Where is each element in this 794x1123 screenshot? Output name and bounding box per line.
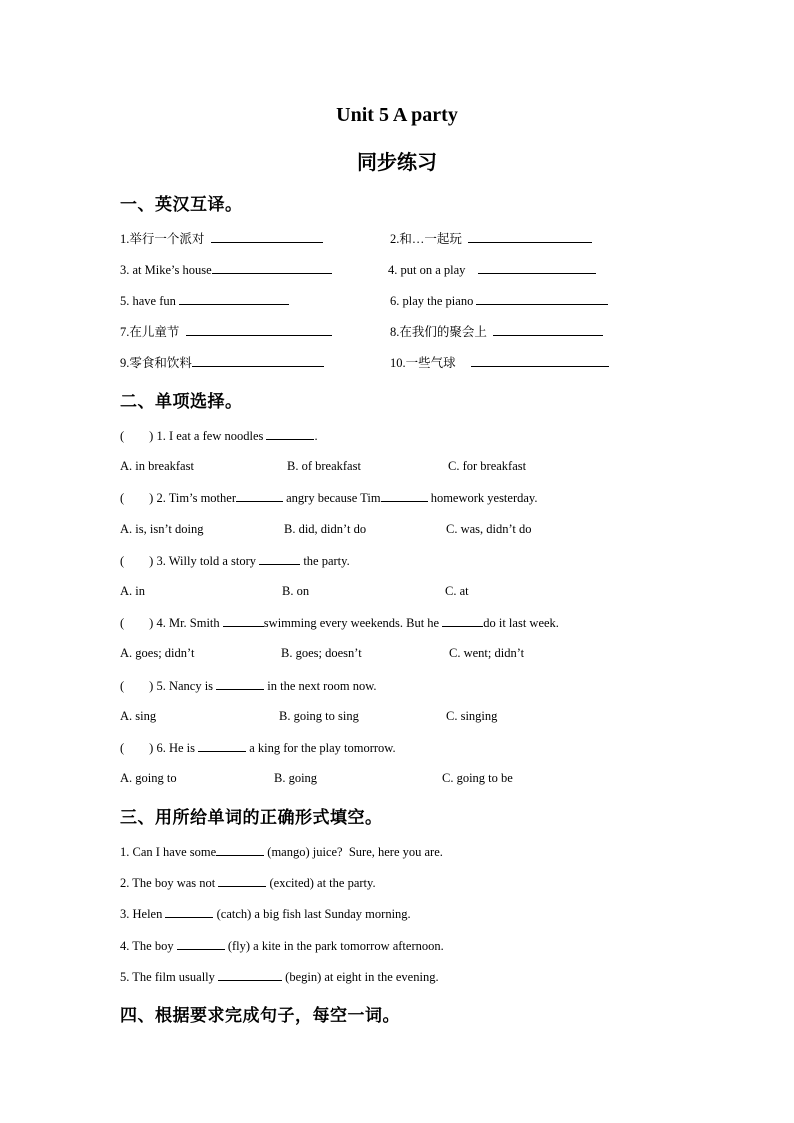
fill-item: 4. The boy (fly) a kite in the park tomorrow afternoon. — [120, 939, 444, 953]
choice-option-a: A. in — [120, 584, 145, 598]
section-heading-choice: 二、单项选择。 — [120, 392, 243, 412]
choice-option-c: C. singing — [446, 709, 498, 723]
choice-option-b: B. goes; doesn’t — [281, 646, 362, 660]
fill-item: 5. The film usually (begin) at eight in the evening. — [120, 970, 439, 984]
choice-question: ( ) 2. Tim’s mother angry because Tim homework yesterday. — [120, 491, 538, 505]
translate-item: 2.和…一起玩 — [390, 230, 592, 247]
translate-item: 3. at Mike’s house — [120, 261, 332, 278]
section-heading-fill: 三、用所给单词的正确形式填空。 — [120, 808, 383, 828]
choice-option-a: A. is, isn’t doing — [120, 522, 204, 536]
page-title: Unit 5 A party — [336, 104, 458, 126]
translate-item: 10.一些气球 — [390, 354, 609, 371]
choice-option-b: B. going — [274, 771, 318, 785]
fill-item: 1. Can I have some (mango) juice? Sure, here you are. — [120, 845, 443, 859]
choice-option-c: C. went; didn’t — [449, 646, 525, 660]
choice-option-a: A. in breakfast — [120, 459, 194, 473]
page-subtitle: 同步练习 — [357, 152, 437, 174]
choice-option-c: C. going to be — [442, 771, 513, 785]
choice-option-b: B. going to sing — [279, 709, 359, 723]
section-heading-complete: 四、根据要求完成句子，每空一词。 — [120, 1006, 400, 1026]
choice-question: ( ) 4. Mr. Smith swimming every weekends. But he do it last week. — [120, 616, 559, 630]
fill-item: 3. Helen (catch) a big fish last Sunday morning. — [120, 907, 411, 921]
translate-item: 7.在儿童节 — [120, 323, 332, 340]
choice-question: ( ) 3. Willy told a story the party. — [120, 554, 350, 568]
choice-question: ( ) 5. Nancy is in the next room now. — [120, 679, 377, 693]
choice-question: ( ) 6. He is a king for the play tomorrow. — [120, 741, 396, 755]
choice-option-a: A. goes; didn’t — [120, 646, 195, 660]
choice-option-c: C. was, didn’t do — [446, 522, 532, 536]
choice-option-a: A. sing — [120, 709, 157, 723]
choice-question: ( ) 1. I eat a few noodles . — [120, 429, 318, 443]
translate-item: 1.举行一个派对 — [120, 230, 323, 247]
translate-item: 8.在我们的聚会上 — [390, 323, 603, 340]
choice-option-b: B. on — [282, 584, 310, 598]
section-heading-translate: 一、英汉互译。 — [120, 195, 243, 215]
choice-option-c: C. at — [445, 584, 469, 598]
choice-option-a: A. going to — [120, 771, 177, 785]
translate-item: 5. have fun — [120, 292, 289, 309]
translate-item: 6. play the piano — [390, 292, 608, 309]
translate-item: 4. put on a play — [388, 261, 596, 278]
choice-option-b: B. of breakfast — [287, 459, 361, 473]
fill-item: 2. The boy was not (excited) at the party. — [120, 876, 376, 890]
choice-option-c: C. for breakfast — [448, 459, 527, 473]
choice-option-b: B. did, didn’t do — [284, 522, 367, 536]
translate-item: 9.零食和饮料 — [120, 354, 324, 371]
